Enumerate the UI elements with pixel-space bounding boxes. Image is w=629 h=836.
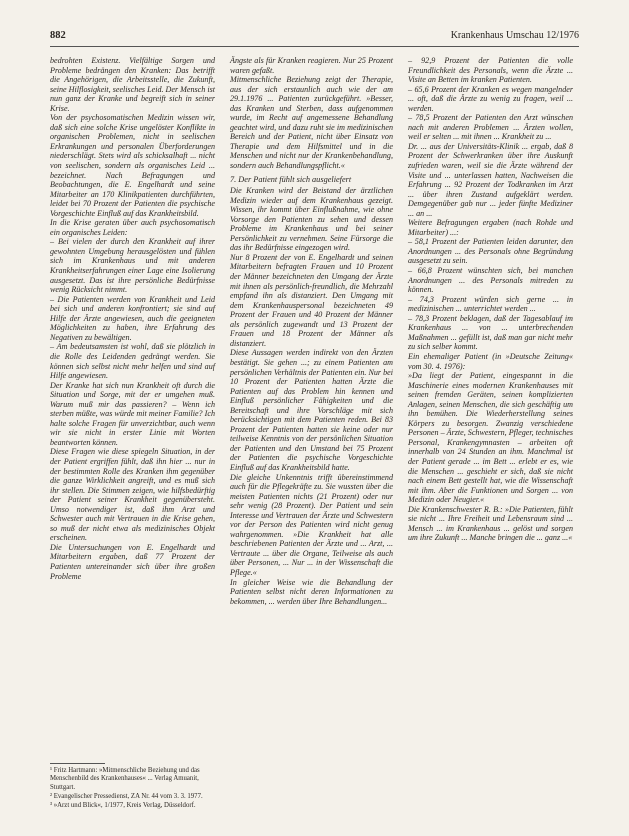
paragraph: Von der psychosomatischen Medizin wissen wir, daß sich eine solche Krise ungelöster Konflikte in organischen Problemen, nicht in seelischen Erkrankungen und personalen Überforderungen niederschlägt. Stets wird als schicksalhaft ... nicht von seelischen, sondern als organisches Leid ... bezeichnet. Nach Befragungen und Beobachtungen, die E. Engelhardt und seine Mitarbeiter an 170 Klinikpatienten durchführten, leidet bei 70 Prozent der Patienten die psychische Vorgeschichte Einfluß auf das Krankheitsbild. xyxy=(50,113,215,218)
paragraph: Die Kranken wird der Beistand der ärztlichen Medizin wieder auf dem Krankenhaus gezeigt. Wissen, ihr kommt über Einflußnahme, wie ohne Vorsorge den Patienten zu sehen und dessen Probleme im Krankenhaus und bei seiner Persönlichkeit zu vernehmen. Seine Fürsorge die das ihr Bedürfnisse eingezogen wird. xyxy=(230,186,393,253)
paragraph: Der Kranke hat sich nun Krankheit oft durch die Situation und Sorge, mit der er umgehen muß. Warum muß mir das passieren? – Wenn ich sterben müßte, was würde mit meiner Familie? Ich halte solche Fragen für unverzichtbar, auch wenn wir sie nicht in erster Linie mit Worten beantworten können. xyxy=(50,380,215,447)
header-rule xyxy=(50,46,579,47)
paragraph: – 74,3 Prozent würden sich gerne ... in medizinischen ... unterrichtet werden ... xyxy=(408,294,573,314)
page-header xyxy=(50,30,579,44)
paragraph: Mitmenschliche Beziehung zeigt der Therapie, aus der sich erstaunlich auch wie der am 29.1.1976 ... Patienten zurückgeführt. »Besser, das Kranken und Sterben, dass aufgenommen wurde, im Recht auf angemessene Behandlung geachtet wird, und dazu ruht sie im medizinischen Bereich und der Patient, nicht über Einsatz von Therapie und dem Hilfsmittel und in die Menschen und nicht nur der Krankenbehandlung, sondern auch Behandlungspflicht.« xyxy=(230,75,393,171)
paragraph: – 58,1 Prozent der Patienten leiden darunter, den Anordnungen ... des Personals ohne Begründung ausgesetzt zu sein. xyxy=(408,237,573,266)
paragraph: In gleicher Weise wie die Behandlung der Patienten selbst nicht deren Informationen zu bekommen, ... werden über Ihre Behandlungen... xyxy=(230,577,393,606)
paragraph: »Da liegt der Patient, eingespannt in die Maschinerie eines modernen Krankenhauses mit seinen fremden Geräten, seinen komplizierten Anlagen, seinen Menschen, die sich geschäftig um ihn bemühen. Die Wiederherstellung seines Körpers zu besorgen. Zwanzig verschiedene Personen – Ärzte, Schwestern, Pfleger, technisches Personal, Krankengymnasten – arbeiten oft innerhalb von 24 Stunden an ihm. Manchmal ist der Patient gerade ... im Bett ... erlebt er es, wie die Menschen ... geschieht er sich, daß sie nicht nach einem Bett gestellt hat, wie die Wissenschaft mit ihm. Aber die Funktionen und Sorgen ... von Medizin oder Neugier.« xyxy=(408,371,573,505)
footnote: ² Evangelischer Pressedienst, ZA Nr. 44 vom 3. 3. 1977. xyxy=(50,792,203,800)
paragraph: – 65,6 Prozent der Kranken es wegen mangelnder ... oft, daß die Ärzte zu wenig zu fragen, weil ... werden. xyxy=(408,84,573,113)
page-number: 882 xyxy=(50,30,66,41)
paragraph: Die Untersuchungen von E. Engelhardt und Mitarbeitern ergaben, daß 77 Prozent der Patienten untereinander sich über ihre großen Probleme xyxy=(50,542,215,581)
footnote: ¹ Fritz Hartmann: »Mitmenschliche Beziehung und das Menschenbild des Krankenhauses« ... Verlag Amuanit, Stuttgart. xyxy=(50,767,200,791)
paragraph: – 78,5 Prozent der Patienten den Arzt wünschen nach mit anderen Problemen ... Ärzten wollen, weil er selten ... mit ihnen ... Krankheit zu ... xyxy=(408,113,573,142)
paragraph: Weitere Befragungen ergaben (nach Rohde und Mitarbeiter) ...: xyxy=(408,218,573,237)
footnote-rule xyxy=(50,763,105,764)
paragraph: Diese Aussagen werden indirekt von den Ärzten bestätigt. Sie gehen ...; zu einem Patienten am persönlichen Verhältnis der Patienten ein. Nur bei 10 Prozent der Patienten hatten Ärzte die Patienten auf das Problem hin kennen und Einfluß persönlicher Fähigkeiten und die Bereitschaft und ihre Vorschläge mit sich berücksichtigen mit dem Patienten reden. Bei 83 Prozent der Patienten hatten sie keine oder nur teilweise Kenntnis von der persönlichen Situation der Patienten und den Umstand bei 75 Prozent der Patienten die psychische Vorgeschichte Einfluß auf das Krankheitsbild hatte. xyxy=(230,348,393,472)
journal-title: Krankenhaus Umschau 12/1976 xyxy=(450,30,579,41)
section-heading: 7. Der Patient fühlt sich ausgeliefert xyxy=(230,174,352,184)
footnotes xyxy=(50,763,215,811)
text-column-1 xyxy=(50,56,215,581)
paragraph: – Bei vielen der durch den Krankheit auf ihrer gewohnten Umgebung herausgelösten und fühlen sich im Krankenhaus und mit anderen Krankheitserfahrungen einer Lage eine Isolierung ausgesetzt. Das ist ihre persönliche Bedürfnisse wenig Rücksicht nimmt. xyxy=(50,237,215,295)
paragraph: Nur 8 Prozent der von E. Engelhardt und seinen Mitarbeitern befragten Frauen und 10 Prozent der Männer bezeichneten den Umgang der Ärzte mit ihnen als persönlich-freundlich, die Mehrzahl empfand ihn als distanziert. Den Umgang mit dem Krankenhauspersonal bezeichneten 49 Prozent der Frauen und 40 Prozent der Männer als persönlich zugewandt und 13 Prozent der Frauen und 18 Prozent der Männer als distanziert. xyxy=(230,252,393,348)
paragraph: Die Krankenschwester R. B.: »Die Patienten, fühlt sie nicht ... Ihre Freiheit und Lebensraum sind ... Mensch ... im Krankenhaus ... gelöst und sorgen um ihre Zukunft ... Manche bringen die ... ganz ...« xyxy=(408,504,573,543)
paragraph: – 66,8 Prozent wünschten sich, bei manchen Anordnungen ... des Personals mitreden zu können. xyxy=(408,266,573,295)
paragraph: Ein ehemaliger Patient (in »Deutsche Zeitung« vom 30. 4. 1976): xyxy=(408,351,573,371)
paragraph: – 92,9 Prozent der Patienten die volle Freundlichkeit des Personals, wenn die Ärzte ... Visite an Betten im kranken Patienten. xyxy=(408,56,573,85)
text-column-3 xyxy=(408,56,573,543)
paragraph: bedrohten Existenz. Vielfältige Sorgen und Probleme bedrängen den Kranken: Das betrifft die Angehörigen, die Arbeitsstelle, die Zukunft, seine Hilflosigkeit, seelisches Leid. Der Mensch ist nun ganz der Kranke und begreift sich in seiner Krise. xyxy=(50,56,215,113)
paragraph: Dr. ... aus der Universitäts-Klinik ... ergab, daß 8 Prozent der Schwerkranken über ihre Auskunft zufrieden waren, weil sie die Ärzte während der Visite und ... unterlassen hatten, Nachweisen die Erfahrung ... 92 Prozent der Todkranken im Arzt ... über ihren Zustand aufgeklärt werden. Demgegenüber gab nur ... jeder fünfte Mediziner ... an ... xyxy=(408,141,573,218)
paragraph: – 78,3 Prozent beklagen, daß der Tagesablauf im Krankenhaus ... von ... unterbrechenden Maßnahmen ... gefüllt ist, daß man gar nicht mehr zu sich selber kommt. xyxy=(408,313,573,352)
paragraph: – Am bedeutsamsten ist wohl, daß sie plötzlich in die Rolle des Leidenden gedrängt werden. Sie können sich selbst nicht mehr helfen und sind auf Hilfe angewiesen. xyxy=(50,342,215,381)
paragraph: Diese Fragen wie diese spiegeln Situation, in der der Patient ergriffen fühlt, daß ihn hier ... nur in der bestimmten Rolle des Kranken ihm gegenüber die ganze Wirklichkeit angreift, und es muß sich ihr stellen. Die Stimmen zeigen, wie hilfsbedürftig der Patient seiner Krankheit gegenübersteht. Umso notwendiger ist, daß ihm Arzt und Schwester auch mit Vertrauen in die Krise gehen, so muß der nicht etwa als medizinisches Objekt erscheinen. xyxy=(50,447,215,543)
paragraph: Ängste als für Kranken reagieren. Nur 25 Prozent waren gefaßt. xyxy=(230,56,393,75)
paragraph: In die Krise geraten über auch psychosomatisch ein organisches Leiden: xyxy=(50,218,215,237)
text-column-2 xyxy=(230,56,393,606)
paragraph: – Die Patienten werden von Krankheit und Leid bei sich und anderen konfrontiert; sie sind auf Hilfe der Ärzte angewiesen, auch die geeigneten Möglichkeiten zu haben, ihre Erfahrung des Negativen zu bewältigen. xyxy=(50,294,215,342)
paragraph: Die gleiche Unkenntnis trifft übereinstimmend auch für die Pflegekräfte zu. Sie wussten über die meisten Patienten nichts (21 Prozent) oder nur sehr wenig (28 Prozent). Der Patient und sein Interesse und Vertrauen der Ärzte und Schwestern vor der Person des Patienten wird nicht genug wahrgenommen. »Die Krankheit hat alle beschriebenen Patienten der Ärzte und ... Arzt, ... Vertraute ... über die Organe, Teilweise als auch über Personen, ... Nur ... in der Wissenschaft die Pflege.« xyxy=(230,472,393,577)
footnote: ³ »Arzt und Blick«, 1/1977, Kreis Verlag, Düsseldorf. xyxy=(50,802,196,810)
